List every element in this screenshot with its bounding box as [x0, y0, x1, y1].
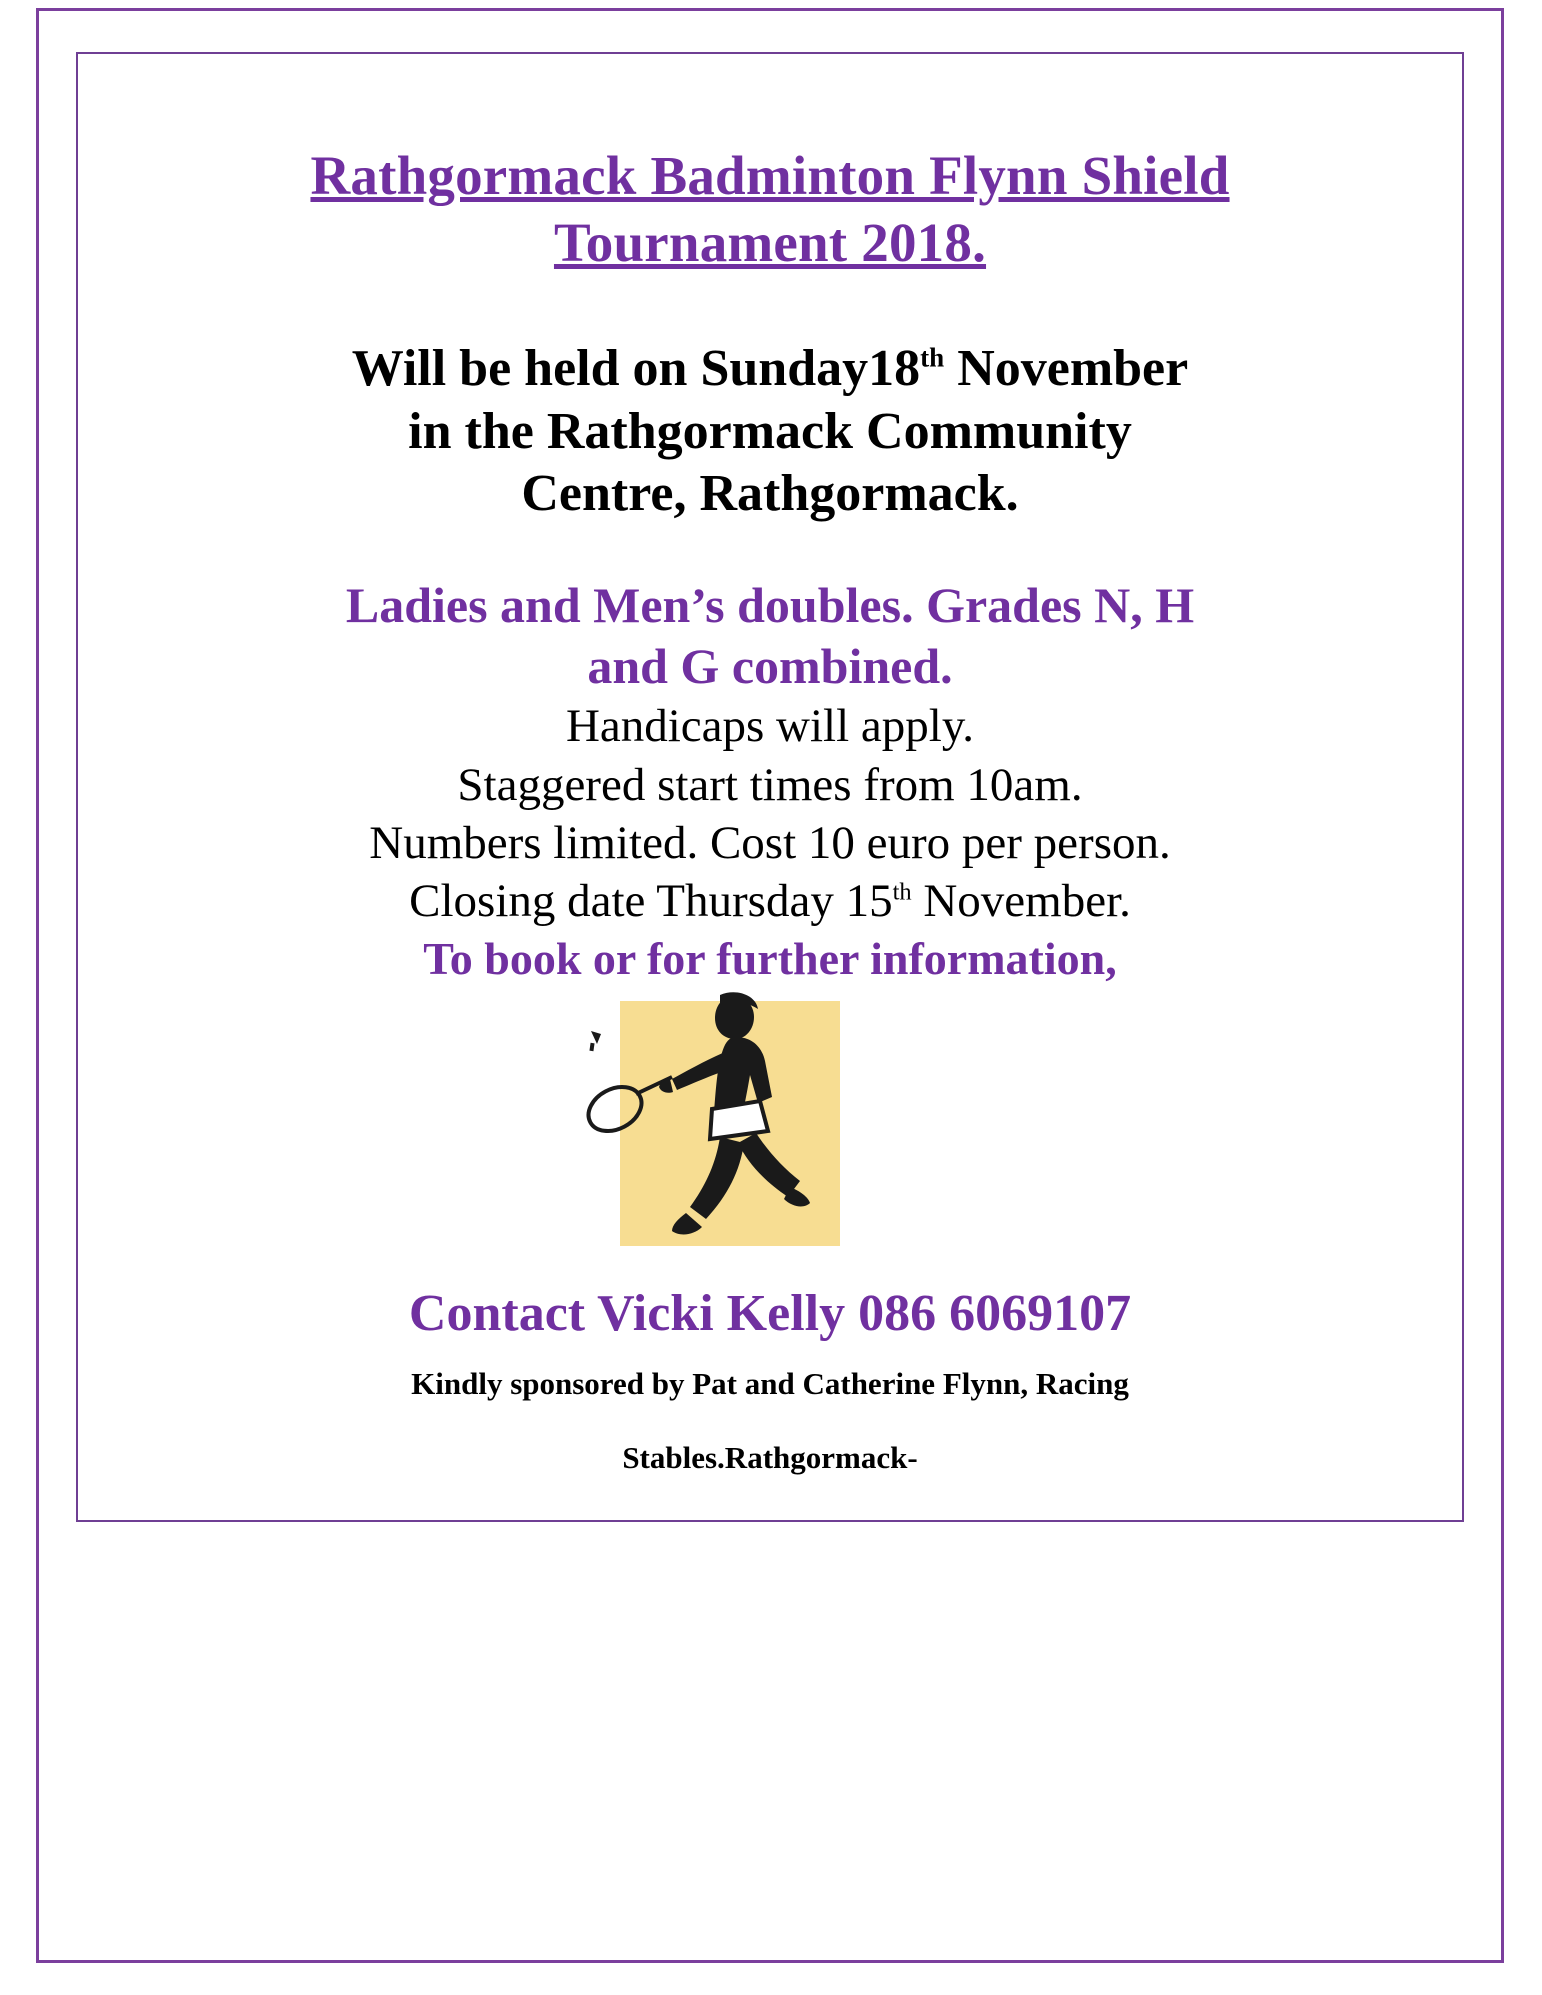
- sponsor-line-2: Stables.Rathgormack-: [622, 1440, 918, 1476]
- grades-line-2: and G combined.: [587, 638, 953, 695]
- poster-title-line-1: Rathgormack Badminton Flynn Shield: [310, 145, 1230, 206]
- event-date-line: [352, 340, 1188, 397]
- spacer-1: [146, 276, 1394, 338]
- poster-content: [76, 52, 1464, 1522]
- event-date-ordinal: th: [920, 342, 945, 373]
- poster-title-line-2: Tournament 2018.: [553, 212, 987, 274]
- poster-title: [186, 142, 1354, 276]
- badminton-player-icon: [560, 991, 980, 1281]
- event-details: [206, 338, 1334, 525]
- event-date-post: November: [944, 340, 1189, 398]
- event-venue-line-1: in the Rathgormack Community: [408, 402, 1132, 460]
- badminton-image: [146, 991, 1394, 1281]
- info-line-start-times: Staggered start times from 10am.: [457, 758, 1083, 811]
- info-line-cost: Numbers limited. Cost 10 euro per person.: [369, 816, 1171, 869]
- closing-date-pre: Closing date Thursday 15: [409, 875, 893, 928]
- booking-line: To book or for further information,: [423, 933, 1117, 985]
- spacer-2: [146, 525, 1394, 575]
- grades-info: [186, 575, 1354, 697]
- sponsor-line-1: Kindly sponsored by Pat and Catherine Flynn, Racing: [411, 1365, 1129, 1401]
- contact-line: Contact Vicki Kelly 086 6069107: [408, 1285, 1132, 1343]
- grades-line-1: Ladies and Men’s doubles. Grades N, H: [345, 577, 1195, 634]
- event-date-pre: Will be held on Sunday18: [351, 340, 921, 398]
- info-line-closing-date: [146, 872, 1394, 930]
- info-line-handicaps: Handicaps will apply.: [565, 700, 975, 753]
- closing-date-post: November.: [911, 875, 1131, 928]
- event-venue-line-2: Centre, Rathgormack.: [521, 464, 1019, 522]
- closing-date-ordinal: th: [892, 878, 912, 906]
